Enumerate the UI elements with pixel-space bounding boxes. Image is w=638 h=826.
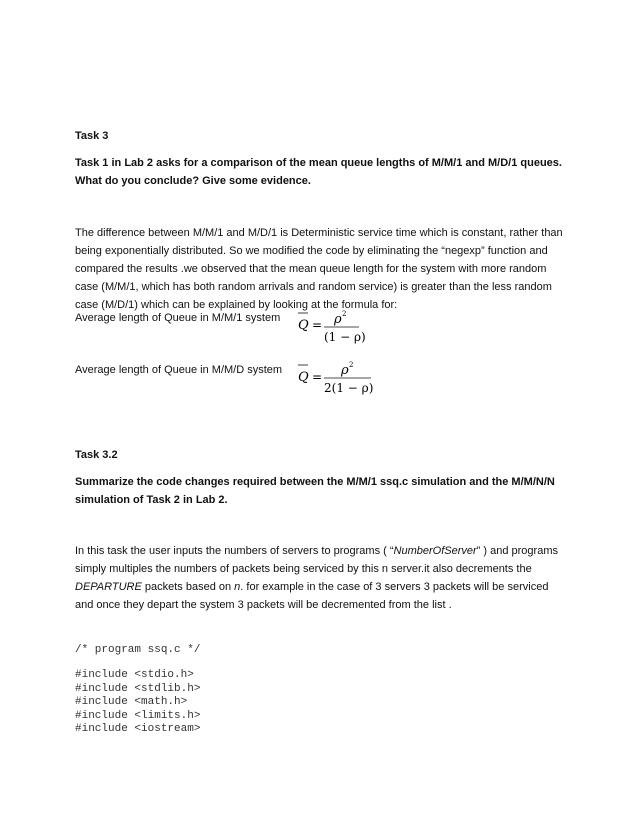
task32-answer-part2: ” ) and programs simply multiples the numbers of packets being serviced by this n server.it also decrements the [75, 545, 558, 575]
formula-mm1-eq: = [312, 318, 323, 332]
task3-answer: The difference between M/M/1 and M/D/1 is Deterministic service time which is constant, rather than being exponentially distributed. So we modified the code by eliminating the “negexp” function and compared the results .we observed that the mean queue length for the system with more random case (M/M/1, which has both random arrivals and random service) is greater than the less random case (M/D/1) which can be explained by looking at the formula for: [75, 227, 563, 311]
task32-answer-part3: packets based on [141, 581, 235, 593]
task32-answer-italic2: DEPARTURE [75, 581, 142, 593]
formula-md-den: 2(1 − ρ) [324, 381, 374, 395]
task32-answer-italic1: NumberOfServer [393, 545, 477, 557]
code-comment [75, 644, 375, 658]
code-include-line: #include <limits.h> [75, 709, 201, 722]
code-includes [75, 669, 375, 737]
formula-mm1-q: Q [298, 318, 309, 333]
formula-md-label: Average length of Queue in M/M/D system [75, 364, 283, 376]
formula-md-sup: 2 [349, 361, 354, 369]
formula-md [297, 360, 397, 400]
formula-mm1-den: (1 − ρ) [324, 330, 366, 344]
code-include-line: #include <math.h> [75, 696, 188, 708]
task32-answer-part1: In this task the user inputs the numbers of servers to programs ( “ [75, 545, 394, 557]
formula-md-q: Q [298, 370, 309, 385]
task32-answer-part4: . for example in the case of 3 servers 3 packets will be serviced and once they depart the system 3 packets will be decremented from the list . [75, 581, 549, 611]
formula-mm1 [297, 308, 397, 348]
task3-heading: Task 3 [75, 130, 109, 142]
formula-mm1-label: Average length of Queue in M/M/1 system [75, 312, 281, 324]
task32-question: Summarize the code changes required between the M/M/1 ssq.c simulation and the M/M/N/N simulation of Task 2 in Lab 2. [75, 476, 555, 506]
formula-mm1-rho: ρ [334, 312, 342, 327]
formula-mm1-sup: 2 [342, 310, 347, 318]
code-include-line: #include <stdlib.h> [75, 682, 201, 695]
task32-answer-italic3: n [234, 581, 241, 593]
task3-question: Task 1 in Lab 2 asks for a comparison of the mean queue lengths of M/M/1 and M/D/1 queues. What do you conclude? Give some evidence. [75, 157, 562, 187]
formula-md-eq: = [312, 370, 323, 384]
code-include-line: #include <stdio.h> [75, 669, 194, 681]
code-include-line: #include <iostream> [75, 723, 201, 735]
formula-md-row [75, 360, 375, 400]
task32-heading: Task 3.2 [75, 449, 118, 461]
formula-md-rho: ρ [341, 363, 349, 378]
formula-mm1-row [75, 308, 375, 348]
code-comment-line: /* program ssq.c */ [75, 644, 201, 656]
task32-answer [75, 542, 565, 614]
